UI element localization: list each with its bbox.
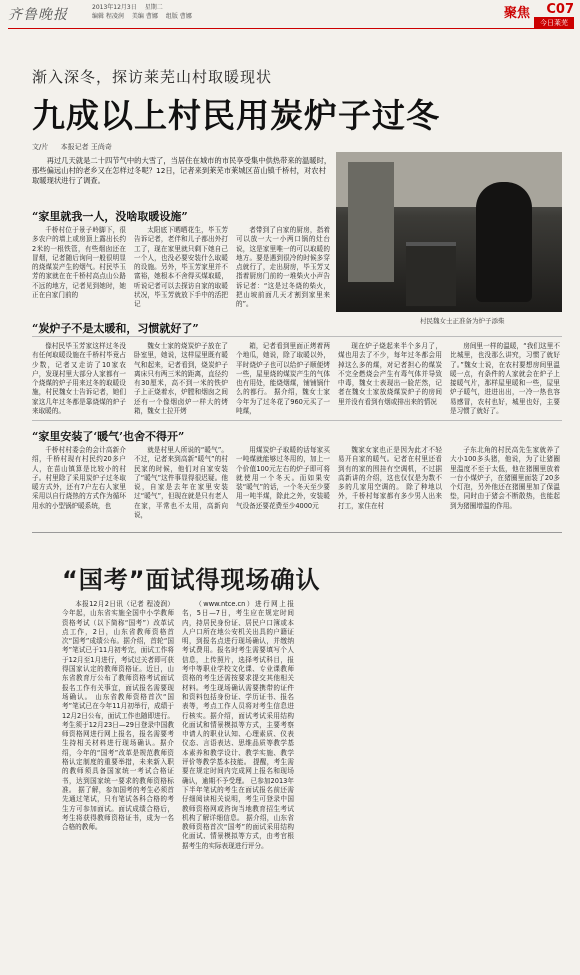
byline-label: 文/片: [32, 143, 49, 151]
divider: [32, 420, 562, 421]
photo-stove: [406, 242, 456, 306]
section-column: 就是村里人所说的“暖气”。不过，记者来到高新“暖气”的村民家的时候，他们对自家安装了“暖气”这件事显得很迟疑。他说，自家是去年在家里安装过“暖气”，但现在就是只有老人在家，平常也不太用，高新向说，: [134, 446, 228, 520]
section-column: 魏女士家的烧炭炉子放在了卧室里，她说，这样屋里既有暖气和起来，记者看到，烧炭炉子离床只有两三米的距离，直径约有30厘米，高不到一米的铁炉子上正烧着水，炉膛和烟囱之间还有一个像烟卤炉一样大的烤箱，魏女士拉开烤: [134, 342, 228, 416]
section-column: 千桥村位于景子岭脚下，很多农户的墙上或房顶上露出长约2米的一根铁管，有些烟囱还在冒烟，记者随后询问一般很明显的烧煤炭产生的烟气。村民毕玉芳的家就在在千桥村高点山公路不远的地方，记者见到她时，她正在自家门前的: [32, 226, 126, 300]
article-photo: [336, 152, 562, 312]
section-column: 房间里一样的温暖，“我们这里不比城里，也没那么讲究，习惯了就好了。”魏女士说，在农村要想房间里温暖一点，有条件的人家就会在炉子上接暖气片，那样屋里暖和一些，屋里炉子暖气，进进出出，一冷一热也容易感冒，农村也好，城里也好，主要是习惯了就好了。: [450, 342, 560, 416]
section-column: 者带到了自家的厨房，指着可以放一大一小两口锅的灶台说，这是家里唯一的可以取暖的地方。要是遇到很冷的时候多穿点就行了，走出厨房，毕玉芳又指着厨房门前的一堆柴火小声告诉记者：“这是过冬烧的柴火，把山坡前面几天才割到家里来的”。: [236, 226, 330, 309]
section-title: “家里就我一人，没啥取暖设施”: [32, 210, 188, 223]
proof-credit: 组版 曹娜: [165, 13, 192, 20]
section-column: 太阳底下晒晒花生，毕玉芳告诉记者，老伴和儿子都出外打工了，现在家里就只剩下她自己一个人，也没必要安装什么取暖的设施。另外，毕玉芳家里并不富裕，她根本不舍得买煤取暖，听说记者可以去探访自家的取暖状况，毕玉芳就放下手中的活把记: [134, 226, 228, 309]
page-header: [0, 0, 580, 28]
photo-caption: 村民魏女士正准备为炉子添柴: [420, 317, 505, 325]
article-kicker: 渐入深冬，探访莱芜山村取暖现状: [32, 68, 273, 86]
header-info: [92, 3, 200, 21]
header-rule: [8, 28, 574, 29]
issue-weekday: 星期二: [144, 4, 163, 11]
newspaper-logo: 齐鲁晚报: [8, 7, 68, 23]
second-article-column: 本报12月2日讯（记者 程凌润） 今年起，山东省实施全国中小学教师资格考试（以下简称“国考”）改革试点工作，2日，山东省教师资格首次“国考”成绩公布。据介绍，首轮“国考”笔试已于11月初考完，面试工作将于12月至1月进行，考试过关者即可获得国家认定的教师资格证。近日，山东省教育厅公布了教师资格考试面试报名工作有关事宜，面试报名需要现场确认。 山东省教师资格首次“国考”笔试已在今年11月初举行，成绩于12月2日公布，面试工作也随即进行。考生须于12月23日—29日登录中国教师资格网进行网上报名，报名需要考生持相关材料进行现场确认。据介绍，今年的“国考”改革是规范教师资格认定制度的重要举措，未来新入职的教师须具备国家统一考试合格证书，达到国家统一要求的教师资格标准。 据了解，参加国考的考生必须首先通过笔试，只有笔试各科合格的考生方可参加面试。面试成绩合格后，考生将获得教师资格证书，成为一名合格的教师。: [62, 600, 174, 832]
section-tag: 今日莱芜: [534, 17, 574, 29]
page-number: C07: [546, 2, 574, 17]
article-headline: 九成以上村民用炭炉子过冬: [32, 96, 440, 135]
section-column: 子东北角的村民高先生家就养了大小100多头猪，他说，为了让猪圈里温度不至于太低，他在猪圈里放着一台小煤炉子，在猪圈里面装了20多个灯泡，另外他还在猪圈里加了保温垫，同时由于猪会不断散热，也能起到为猪圈增温的作用。: [450, 446, 560, 510]
section-column: 魏家女家也正是因为此才不轻易开自家的暖气。记者在村里还看到有的家的围挂有空调机，不过据高新讲的介绍，这也仅仅是为数不多的几家用空调的。 除了种地以外，千桥村每家都有多少男人出来打工，家住在村: [338, 446, 442, 510]
editor-credit: 编辑 程凌润: [92, 13, 124, 20]
photo-door: [348, 162, 394, 282]
article-byline: [32, 142, 122, 152]
section-column: 箱，记者看到里面正烤着两个地瓜，她说，除了取暖以外，平时烧炉子也可以给炉子顺便烤一些，屋里烧的煤炭产生的气体也有用处，能烧烟煤，铺铺锅什么的都行。 据介绍，魏女士家今年为了过冬花了960元买了一吨煤，: [236, 342, 330, 416]
section-column: 现在炉子烧起来半个多月了，煤也用去了不少，每年过冬都会用掉这么多的煤，对记者担心的煤炭不完全燃烧会产生有毒气体并导致中毒，魏女士表现出一脸茫然，记者在魏女士家放烧煤炭炉子的房间里并没有看到有烟或排出来的情况: [338, 342, 442, 406]
section-title: “家里安装了‘暖气’也舍不得开”: [32, 430, 185, 443]
article-lead: 再过几天就是二十四节气中的大雪了，当居住在城市的市民享受集中供热带来的温暖时，那些偏远山村的老乡又在怎样过冬呢？12日，记者来到莱芜市莱城区苗山镇千桥村，对农村取暖现状进行了调查。: [32, 156, 332, 185]
section-name: 聚焦: [503, 6, 530, 21]
second-article-column: （www.ntce.cn）进行网上报名，5日—7日，考生应在规定时间内，持居民身份证、居民户口簿或本人户口所在地公安机关出具的户籍证明，到报名点进行现场确认，并缴纳考试费用。报名时考生需要填写个人信息，上传照片，选择考试科目，报考中等职业学校文化课、专业课教师资格的考生还需按要求提交其他相关材料。考生现场确认需要携带的证件和资料包括身份证、学历证书、报名表等，考点工作人员将对考生信息进行核实。据介绍，面试考试采用结构化面试和情景模拟等方式，主要考察申请人的职业认知、心理素质、仪表仪态、言语表达、思维品质等教学基本素养和教学设计、教学实施、教学评价等教学基本技能。 提醒，考生需要在规定时间内完成网上报名和现场确认，逾期不予受理。 已参加2013年下半年笔试的考生在面试报名前还需仔细阅读相关说明，考生可登录中国教师资格网或咨询当地教育招生考试机构了解详细信息。 据介绍，山东省教师资格首次“国考”的面试采用结构化面试、情景模拟等方式，由考官根据考生的实际表现进行评分。: [182, 600, 294, 850]
divider: [32, 336, 562, 337]
article-divider: [32, 532, 562, 533]
section-title: “炭炉子不是太暖和，习惯就好了”: [32, 322, 199, 335]
second-article-headline: “国考”面试得现场确认: [62, 566, 321, 594]
issue-date: 2013年12月3日: [92, 4, 137, 11]
photo-person: [476, 182, 532, 302]
group-credit: 美编 曹娜: [131, 13, 158, 20]
section-column: 用煤炭炉子取暖的话每家买一吨煤就能够过冬用的，加上一个价值100元左右的炉子即可将就使用一个冬天。而如果安装“暖气”的话，一个冬天至少要用一吨半煤，除此之外，安装暖气设备还要花费至少4000元: [236, 446, 330, 510]
byline-reporter: 本报记者 王尚奇: [60, 143, 112, 151]
section-column: 千桥村村委会的会计高新介绍，千桥村现有村民约20多户人，在苗山镇算是比较小的村子。村里除了采用炭炉子过冬取暖方式外，还有7户左右人家里采用以自行烧热的方式作为循环用水的小型锅炉暖系统，也: [32, 446, 126, 510]
section-column: 像村民毕玉芳家这样过冬没有任何取暖设施在千桥村毕竟占少数，记者又走访了10家农户，发现村里大部分人家都有一个烧煤的炉子用来过冬的取暖设施，村民魏女士告诉记者，她们家这几年过冬都是靠烧煤的炉子来取暖的。: [32, 342, 126, 416]
